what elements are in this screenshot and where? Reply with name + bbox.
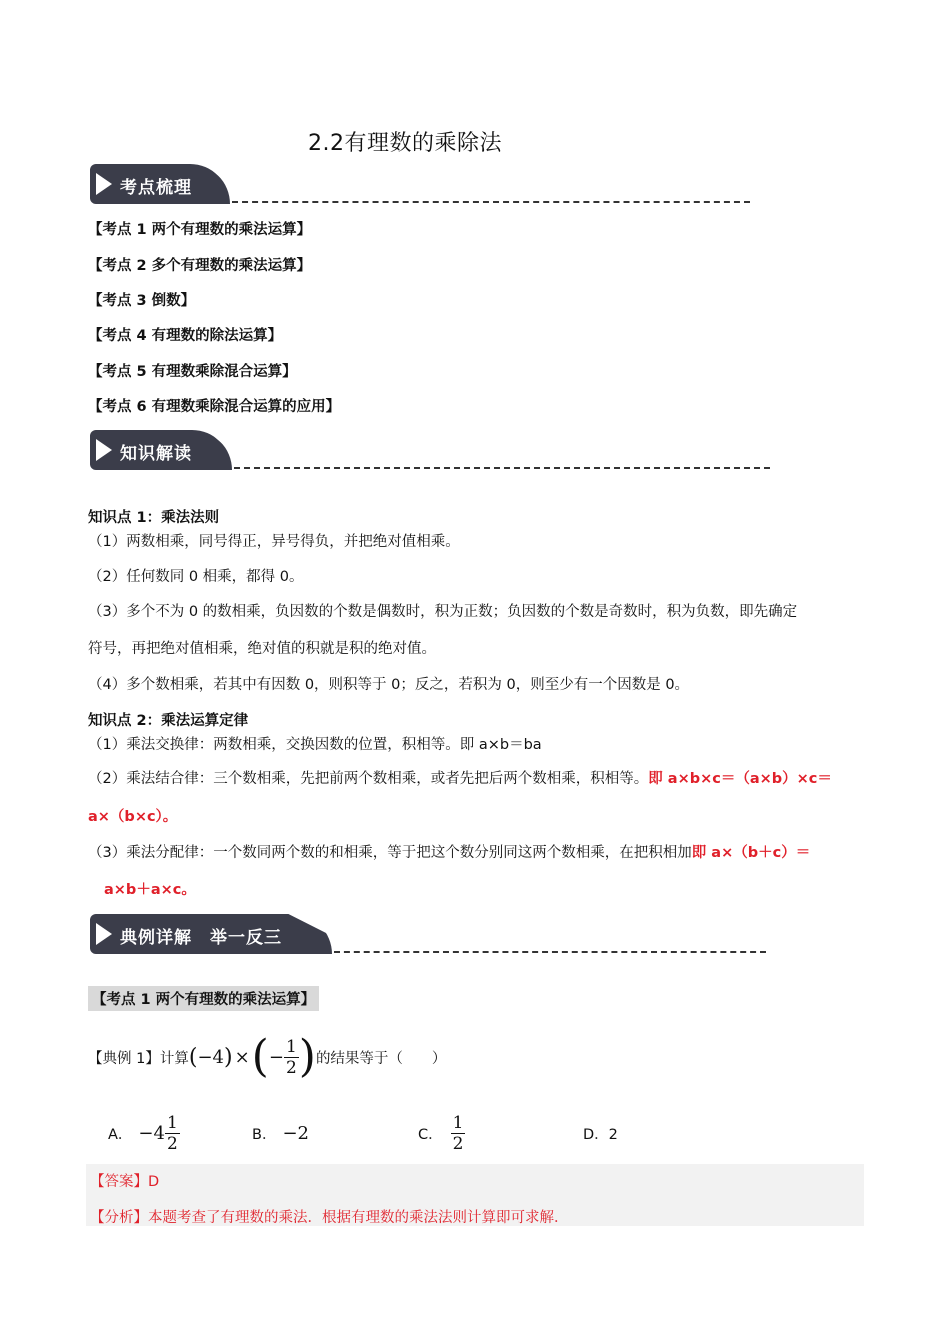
option-int: −4	[138, 1122, 165, 1144]
fraction	[284, 1037, 299, 1078]
option-b	[252, 1110, 309, 1156]
paragraph: （4）多个数相乘，若其中有因数 0，则积等于 0；反之，若积为 0，则至少有一个因数是 0。	[88, 677, 690, 693]
option-a	[108, 1110, 180, 1156]
paragraph: 符号，再把绝对值相乘，绝对值的积就是积的绝对值。	[88, 641, 436, 657]
exercise-tag: 【考点 1 两个有理数的乘法运算】	[88, 986, 319, 1011]
paren-close: )	[223, 1044, 233, 1070]
formula-highlight: a×（b×c）。	[88, 809, 178, 825]
option-c	[418, 1110, 465, 1156]
denominator: 2	[452, 1133, 464, 1154]
kaodian-item-5: 【考点 5 有理数乘除混合运算】	[88, 364, 297, 380]
option-d	[583, 1110, 618, 1156]
neg-sign: −	[268, 1046, 284, 1068]
analysis-label: 【分析】	[90, 1210, 148, 1226]
question-text: 计算	[159, 1050, 189, 1067]
numerator: 1	[166, 1112, 178, 1133]
option-label: B．	[252, 1126, 277, 1143]
knowledge-heading-1: 知识点 1：乘法法则	[88, 510, 220, 526]
kaodian-item-1: 【考点 1 两个有理数的乘法运算】	[88, 222, 312, 238]
dashed-divider	[232, 201, 750, 203]
banner-kaodian	[90, 164, 750, 204]
answer-label: 【答案】	[90, 1174, 148, 1190]
paragraph: （2）任何数同 0 相乘，都得 0。	[88, 569, 304, 585]
paren-open: (	[188, 1044, 198, 1070]
fraction	[165, 1113, 180, 1154]
option-label: C．	[418, 1126, 443, 1143]
kaodian-item-2: 【考点 2 多个有理数的乘法运算】	[88, 258, 312, 274]
knowledge-heading-2: 知识点 2：乘法运算定律	[88, 713, 249, 729]
banner-label: 知识解读	[120, 444, 192, 464]
analysis-text: 本题考查了有理数的乘法．根据有理数的乘法法则计算即可求解．	[148, 1210, 569, 1226]
example-label: 【典例 1】	[88, 1050, 160, 1067]
option-label: D．2	[583, 1126, 618, 1143]
banner-label: 典例详解 举一反三	[120, 928, 282, 948]
denominator: 2	[166, 1133, 178, 1154]
kaodian-item-4: 【考点 4 有理数的除法运算】	[88, 328, 283, 344]
fraction	[451, 1113, 466, 1154]
paragraph: （1）乘法交换律：两数相乘，交换因数的位置，积相等。即 a×b＝ba	[88, 737, 542, 753]
dashed-divider	[334, 951, 766, 953]
numerator: 1	[285, 1036, 297, 1057]
banner-dianli	[90, 914, 766, 954]
paragraph-text: （2）乘法结合律：三个数相乘，先把前两个数相乘，或者先把后两个数相乘，积相等。	[88, 771, 649, 787]
paragraph-text: （3）乘法分配律：一个数同两个数的和相乘，等于把这个数分别同这两个数相乘，在把积相加	[88, 845, 692, 861]
play-arrow-icon	[96, 173, 112, 195]
paragraph: （3）多个不为 0 的数相乘，负因数的个数是偶数时，积为正数；负因数的个数是奇数时，积为负数，即先确定	[88, 604, 798, 620]
denominator: 2	[285, 1057, 297, 1078]
option-label: A．	[108, 1126, 133, 1143]
times-sign: ×	[234, 1046, 250, 1068]
paragraph	[88, 767, 903, 788]
paragraph: （1）两数相乘，同号得正，异号得负，并把绝对值相乘。	[88, 534, 460, 550]
big-paren-close: )	[298, 1031, 316, 1082]
dashed-divider	[234, 467, 770, 469]
page-title: 2.2有理数的乘除法	[308, 131, 502, 156]
question-text: 的结果等于（ ）	[315, 1050, 447, 1067]
option-value: −2	[282, 1122, 309, 1144]
formula-highlight: a×b＋a×c。	[104, 882, 196, 898]
answer-value: D	[148, 1174, 160, 1190]
formula-highlight: 即 a×b×c＝（a×b）×c＝	[648, 771, 832, 787]
factor-1: −4	[197, 1046, 224, 1068]
banner-label: 考点梳理	[120, 178, 192, 198]
math-expression	[188, 1031, 316, 1082]
analysis-line	[90, 1206, 569, 1227]
answer-line	[90, 1170, 159, 1191]
banner-zhishi	[90, 430, 770, 470]
kaodian-item-6: 【考点 6 有理数乘除混合运算的应用】	[88, 399, 341, 415]
kaodian-item-3: 【考点 3 倒数】	[88, 293, 196, 309]
paragraph	[88, 841, 903, 862]
numerator: 1	[452, 1112, 464, 1133]
example-question	[88, 1030, 446, 1084]
play-arrow-icon	[96, 923, 112, 945]
big-paren-open: (	[251, 1031, 269, 1082]
formula-highlight: 即 a×（b＋c）＝	[691, 845, 811, 861]
play-arrow-icon	[96, 439, 112, 461]
